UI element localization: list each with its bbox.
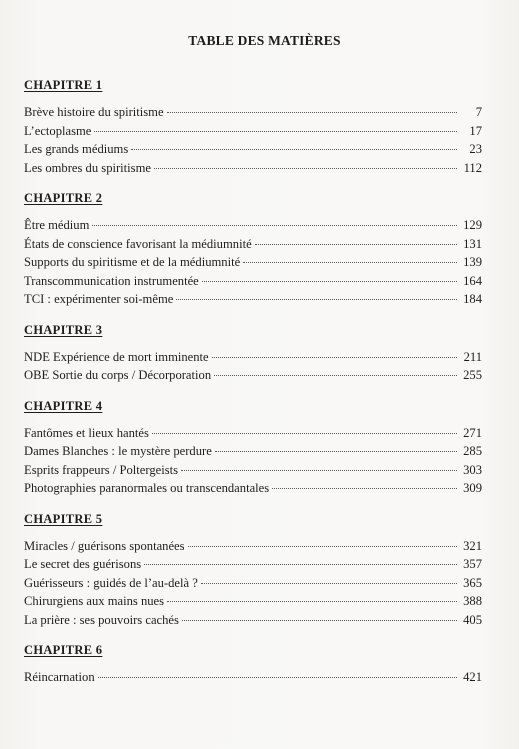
dot-leader (188, 546, 457, 547)
toc-entry (24, 122, 482, 141)
chapter-section (24, 641, 482, 687)
dot-leader (202, 281, 457, 282)
page-number: 164 (463, 273, 482, 288)
toc-entry (24, 348, 482, 367)
page-number: 421 (463, 670, 482, 684)
page-number: 211 (463, 349, 482, 364)
entry-title: Esprits frappeurs / Poltergeists (24, 462, 179, 477)
chapter-section (24, 510, 482, 630)
entry-title: Supports du spiritisme et de la médiumnité (24, 255, 241, 269)
chapter-section (24, 321, 482, 385)
entry-title: Transcommunication instrumentée (24, 273, 199, 288)
entry-title: Brève histoire du spiritisme (24, 105, 164, 119)
entry-title: Les ombres du spiritisme (24, 160, 151, 175)
chapter-heading: CHAPITRE 4 (24, 398, 103, 413)
dot-leader (243, 262, 457, 263)
toc-entry (24, 461, 482, 480)
chapter-heading: CHAPITRE 6 (24, 643, 103, 657)
dot-leader (167, 601, 457, 602)
page-number: 357 (463, 557, 482, 571)
toc-entry (24, 574, 482, 593)
toc-entry (24, 668, 482, 687)
entry-title: Miracles / guérisons spontanées (24, 538, 185, 553)
dot-leader (215, 451, 457, 452)
dot-leader (92, 225, 457, 226)
dot-leader (201, 583, 457, 584)
dot-leader (182, 620, 457, 621)
entry-title: Réincarnation (24, 670, 95, 684)
toc-entry (24, 235, 482, 254)
dot-leader (94, 131, 457, 132)
dot-leader (167, 112, 457, 113)
chapter-heading: CHAPITRE 2 (24, 191, 103, 205)
page-number: 309 (463, 481, 482, 495)
dot-leader (131, 149, 457, 150)
entry-title: Fantômes et lieux hantés (24, 425, 149, 440)
toc-entry (24, 159, 482, 178)
page-number: 405 (463, 612, 482, 627)
toc-entry (24, 216, 482, 235)
chapter-section (24, 76, 482, 177)
page-number: 321 (463, 538, 482, 553)
entry-title: NDE Expérience de mort imminente (24, 349, 209, 364)
entry-title: Dames Blanches : le mystère perdure (24, 444, 212, 458)
toc-entry (24, 140, 482, 159)
page-title: TABLE DES MATIÈRES (188, 33, 341, 48)
chapter-heading: CHAPITRE 1 (24, 78, 103, 92)
toc-entry (24, 611, 482, 630)
toc-entry (24, 592, 482, 611)
chapter-section (24, 189, 482, 309)
page-number: 365 (463, 575, 482, 590)
toc-entry (24, 424, 482, 443)
page-number: 112 (463, 160, 482, 175)
dot-leader (144, 564, 457, 565)
page-number: 285 (463, 444, 482, 458)
entry-title: Photographies paranormales ou transcendantales (24, 481, 270, 495)
toc-entry (24, 253, 482, 272)
entry-title: TCI : expérimenter soi-même (24, 292, 174, 306)
entry-title: La prière : ses pouvoirs cachés (24, 612, 179, 627)
toc-entry (24, 272, 482, 291)
entry-title: Le secret des guérisons (24, 557, 142, 571)
page-number: 17 (469, 123, 482, 138)
chapter-heading: CHAPITRE 3 (24, 322, 103, 337)
toc-entry (24, 103, 482, 122)
chapter-heading: CHAPITRE 5 (24, 511, 103, 526)
dot-leader (176, 299, 457, 300)
dot-leader (98, 677, 457, 678)
entry-title: Chirurgiens aux mains nues (24, 594, 165, 608)
toc-entry (24, 442, 482, 461)
page-number: 23 (469, 142, 482, 156)
toc-entry (24, 537, 482, 556)
table-of-contents (24, 76, 482, 699)
entry-title: Les grands médiums (24, 142, 129, 156)
dot-leader (255, 244, 457, 245)
entry-title: OBE Sortie du corps / Décorporation (24, 368, 212, 382)
page-number: 184 (463, 292, 482, 306)
chapter-section (24, 397, 482, 498)
dot-leader (272, 488, 457, 489)
toc-entry (24, 290, 482, 309)
entry-title: L’ectoplasme (24, 123, 92, 138)
page-number: 255 (463, 368, 482, 382)
dot-leader (181, 470, 457, 471)
page-number: 271 (463, 425, 482, 440)
page-number: 303 (463, 462, 482, 477)
entry-title: Être médium (24, 218, 90, 232)
page-number: 139 (463, 255, 482, 269)
dot-leader (154, 168, 457, 169)
page-number: 129 (463, 218, 482, 232)
page-number: 388 (463, 594, 482, 608)
dot-leader (212, 357, 457, 358)
toc-entry (24, 366, 482, 385)
dot-leader (214, 375, 457, 376)
entry-title: Guérisseurs : guidés de l’au-delà ? (24, 575, 198, 590)
toc-entry (24, 479, 482, 498)
page-number: 7 (475, 105, 482, 119)
toc-entry (24, 555, 482, 574)
entry-title: États de conscience favorisant la médiumnité (24, 236, 252, 251)
page-number: 131 (463, 236, 482, 251)
dot-leader (152, 433, 457, 434)
